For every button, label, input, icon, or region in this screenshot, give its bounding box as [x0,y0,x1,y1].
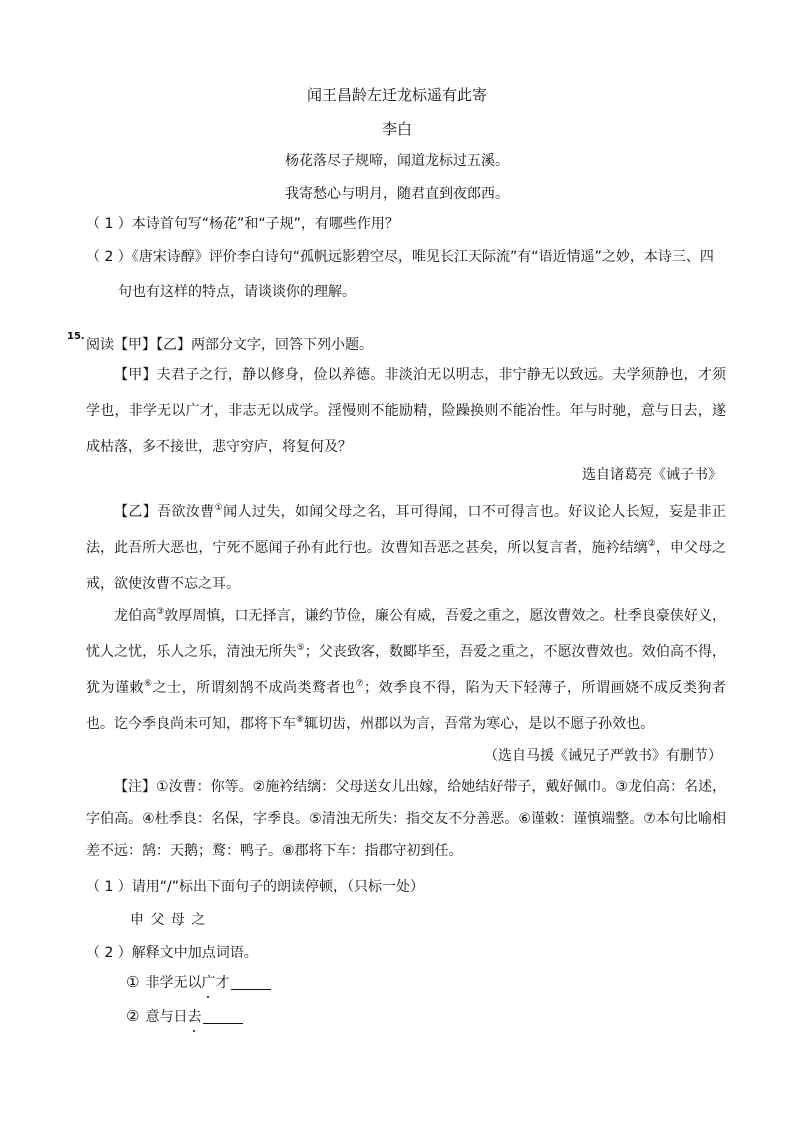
poem-line-1: 杨花落尽子规啼，闻道龙标过五溪。 [285,153,509,169]
emphasis-dot-word: 去 [187,1006,201,1026]
poem-title: 闻王昌龄左迁龙标遥有此寄 [306,86,487,104]
question-intro: 阅读【甲】【乙】两部分文字，回答下列小题。 [86,337,373,353]
answer-blank-2[interactable] [203,1009,243,1024]
passage-yi-source: （选自马援《诫兄子严敦书》有删节） [484,748,722,764]
explain-item-1: ① 非学无以广才 [126,972,271,992]
passage-yi-paragraph-2: 龙伯高③敦厚周慎，口无择言，谦约节俭，廉公有威，吾爱之重之，愿汝曹效之。杜季良豪侠好义，忧人之忧，乐人之乐，清浊无所失⑤；父丧致客，数郾毕至，吾爱之重之，不愿汝曹效也。效伯高不得，犹为谨敕⑥之士，所谓刻鹄不成尚类鹜者也⑦；效季良不得，陷为天下轻薄子，所谓画娆不成反类狗者也。讫今季良尚未可知，郡将下车⑧辄切齿，州郡以为言，吾常为寒心，是以不愿子孙效也。 [86,607,727,732]
passage-yi-paragraph-1: 【乙】吾欲汝曹①闻人过失，如闻父母之名，耳可得闻，口不可得言也。好议论人长短，妄是非正法，此吾所大恶也，宁死不愿闻子孙有此行也。汝曹知吾恶之甚矣，所以复言者，施衿结缡②，申父母之戒，欲使汝曹不忘之耳。 [86,503,727,592]
question-number: 15. [67,331,85,342]
passage-jia: 【甲】夫君子之行，静以修身，俭以养德。非淡泊无以明志，非宁静无以致远。夫学须静也，才须学也，非学无以广才，非志无以成学。淫慢则不能励精，险躁换则不能冶性。年与时驰，意与日去，遂成枯落，多不接世，悲守穷庐，将复何及？ [86,367,726,455]
answer-blank-1[interactable] [231,975,271,990]
poem-author: 李白 [381,120,412,138]
subquestion-2: （ 2 ）解释文中加点词语。 [86,945,258,961]
emphasis-dot-word: 广 [201,972,215,992]
poem-question-2-line-2: 句也有这样的特点，请谈谈你的理解。 [118,284,356,300]
explain-item-2: ② 意与日去 [126,1006,243,1026]
passage-jia-source: 选自诸葛亮《诫子书》 [582,467,722,483]
subquestion-1: （ 1 ）请用“/”标出下面句子的朗读停顿，（只标一处） [86,879,425,895]
passage-notes: 【注】①汝曹：你等。②施衿结缡：父母送女儿出嫁，给她结好带子，戴好佩巾。③龙伯高：名述，字伯高。④杜季良：名保，字季良。⑤清浊无所失：指交友不分善恶。⑥谨敕：谨慎端整。⑦本句比喻相差不远：鹄：天鹅；鹜：鸭子。⑧郡将下车：指郡守初到任。 [86,779,726,859]
poem-line-2: 我寄愁心与明月，随君直到夜郎西。 [285,186,509,202]
poem-question-2-line-1: （ 2 ）《唐宋诗醇》评价李白诗句“孤帆远影碧空尽，唯见长江天际流”有“语近情遥”之妙，本诗三、四 [86,249,714,265]
subquestion-1-sentence: 申 父 母 之 [130,912,207,928]
poem-question-1: （ 1 ）本诗首句写“杨花”和“子规”，有哪些作用？ [86,216,399,232]
